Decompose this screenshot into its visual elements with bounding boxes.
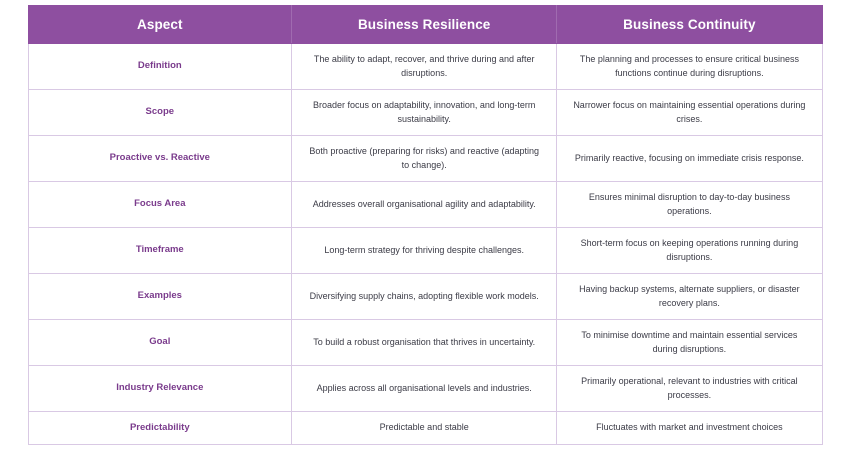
table-row	[28, 228, 822, 274]
cell-resilience: Long-term strategy for thriving despite challenges.	[292, 228, 557, 274]
table-row	[28, 182, 822, 228]
table-row	[28, 412, 822, 445]
comparison-table	[28, 5, 823, 445]
cell-resilience: The ability to adapt, recover, and thrive during and after disruptions.	[292, 44, 557, 90]
table-row	[28, 320, 822, 366]
column-header-aspect: Aspect	[28, 6, 292, 44]
cell-resilience: Predictable and stable	[292, 412, 557, 445]
table-row	[28, 274, 822, 320]
cell-aspect: Industry Relevance	[28, 366, 292, 412]
column-header-business-continuity: Business Continuity	[557, 6, 822, 44]
cell-continuity: Short-term focus on keeping operations running during disruptions.	[557, 228, 822, 274]
cell-aspect: Focus Area	[28, 182, 292, 228]
cell-continuity: Narrower focus on maintaining essential operations during crises.	[557, 90, 822, 136]
cell-aspect: Timeframe	[28, 228, 292, 274]
cell-resilience: Diversifying supply chains, adopting flexible work models.	[292, 274, 557, 320]
cell-resilience: Addresses overall organisational agility and adaptability.	[292, 182, 557, 228]
table-header-row	[28, 6, 822, 44]
comparison-table-wrapper	[28, 5, 823, 445]
cell-aspect: Definition	[28, 44, 292, 90]
cell-continuity: To minimise downtime and maintain essential services during disruptions.	[557, 320, 822, 366]
cell-aspect: Scope	[28, 90, 292, 136]
cell-continuity: Fluctuates with market and investment choices	[557, 412, 822, 445]
cell-aspect: Goal	[28, 320, 292, 366]
table-header	[28, 6, 822, 44]
cell-continuity: Primarily reactive, focusing on immediate crisis response.	[557, 136, 822, 182]
cell-aspect: Examples	[28, 274, 292, 320]
cell-aspect: Predictability	[28, 412, 292, 445]
table-row	[28, 136, 822, 182]
cell-resilience: Applies across all organisational levels and industries.	[292, 366, 557, 412]
cell-continuity: Primarily operational, relevant to industries with critical processes.	[557, 366, 822, 412]
column-header-business-resilience: Business Resilience	[292, 6, 557, 44]
cell-continuity: The planning and processes to ensure critical business functions continue during disruptions.	[557, 44, 822, 90]
cell-resilience: To build a robust organisation that thrives in uncertainty.	[292, 320, 557, 366]
cell-continuity: Having backup systems, alternate suppliers, or disaster recovery plans.	[557, 274, 822, 320]
cell-resilience: Broader focus on adaptability, innovation, and long-term sustainability.	[292, 90, 557, 136]
cell-resilience: Both proactive (preparing for risks) and reactive (adapting to change).	[292, 136, 557, 182]
table-row	[28, 366, 822, 412]
cell-aspect: Proactive vs. Reactive	[28, 136, 292, 182]
cell-continuity: Ensures minimal disruption to day-to-day business operations.	[557, 182, 822, 228]
table-body	[28, 44, 822, 445]
table-row	[28, 44, 822, 90]
table-row	[28, 90, 822, 136]
